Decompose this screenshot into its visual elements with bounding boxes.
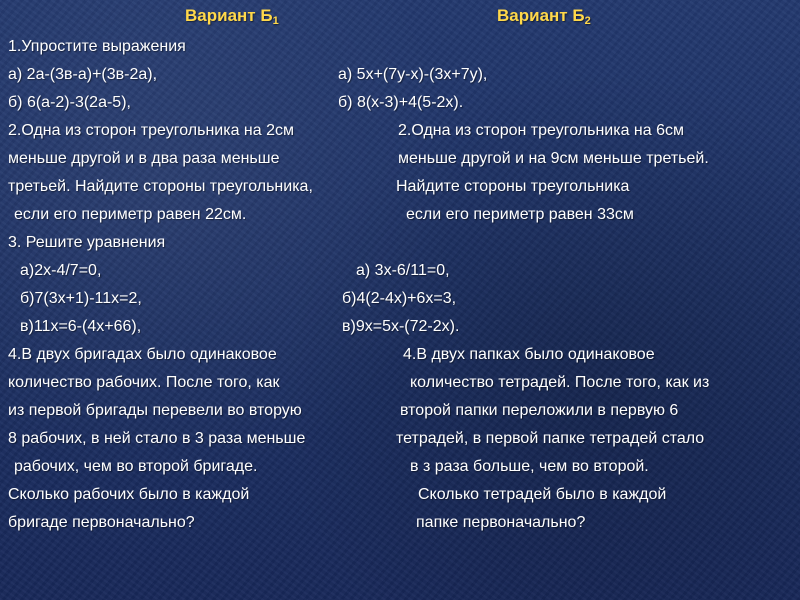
- b2-task2-line1: 2.Одна из сторон треугольника на 6см: [398, 122, 684, 139]
- b1-task4-line4: 8 рабочих, в ней стало в 3 раза меньше: [8, 430, 306, 447]
- b2-task4-line2: количество тетрадей. После того, как из: [410, 374, 710, 391]
- b2-task4-line3: второй папки переложили в первую 6: [400, 402, 679, 419]
- b2-task4-line5: в з раза больше, чем во второй.: [410, 458, 649, 475]
- b1-task1-b: б) 6(а-2)-3(2а-5),: [8, 94, 131, 111]
- b1-task4-line1: 4.В двух бригадах было одинаковое: [8, 346, 277, 363]
- b1-task4-line6: Сколько рабочих было в каждой: [8, 486, 250, 503]
- b1-task4-line2: количество рабочих. После того, как: [8, 374, 280, 391]
- b1-task2-line3: третьей. Найдите стороны треугольника,: [8, 178, 313, 195]
- b2-task3-c: в)9х=5х-(72-2х).: [342, 318, 460, 335]
- b1-task4-line5: рабочих, чем во второй бригаде.: [14, 458, 258, 475]
- b2-task2-line3: Найдите стороны треугольника: [396, 178, 630, 195]
- b2-task4-line1: 4.В двух папках было одинаковое: [403, 346, 655, 363]
- b2-task4-line4: тетрадей, в первой папке тетрадей стало: [396, 430, 705, 447]
- variant-b1-heading: Вариант $Б_1$: [185, 6, 279, 27]
- b2-task2-line4: если его периметр равен 33см: [406, 206, 634, 223]
- b2-task3-a: а) 3х-6/11=0,: [356, 262, 450, 279]
- b1-task2-line4: если его периметр равен 22см.: [14, 206, 247, 223]
- b1-task3-a: а)2х-4/7=0,: [20, 262, 102, 279]
- b1-task4-line3: из первой бригады перевели во вторую: [8, 402, 302, 419]
- b1-task4-line7: бригаде первоначально?: [8, 514, 195, 531]
- b1-task3-c: в)11х=6-(4х+66),: [20, 318, 142, 335]
- b2-task1-b: б) 8(х-3)+4(5-2х).: [338, 94, 464, 111]
- b1-task2-line2: меньше другой и в два раза меньше: [8, 150, 280, 167]
- b1-task1-a: а) 2а-(3в-а)+(3в-2а),: [8, 66, 158, 83]
- task1-title: 1.Упростите выражения: [8, 38, 186, 55]
- b2-task4-line6: Сколько тетрадей было в каждой: [418, 486, 667, 503]
- b1-task3-b: б)7(3х+1)-11х=2,: [20, 290, 142, 307]
- b2-task4-line7: папке первоначально?: [416, 514, 586, 531]
- b2-task2-line2: меньше другой и на 9см меньше третьей.: [398, 150, 709, 167]
- b2-task3-b: б)4(2-4х)+6х=3,: [342, 290, 457, 307]
- task3-title: 3. Решите уравнения: [8, 234, 166, 251]
- b2-task1-a: а) 5х+(7у-х)-(3х+7у),: [338, 66, 488, 83]
- b1-task2-line1: 2.Одна из сторон треугольника на 2см: [8, 122, 294, 139]
- variant-b2-heading: Вариант $Б_2$: [497, 6, 591, 27]
